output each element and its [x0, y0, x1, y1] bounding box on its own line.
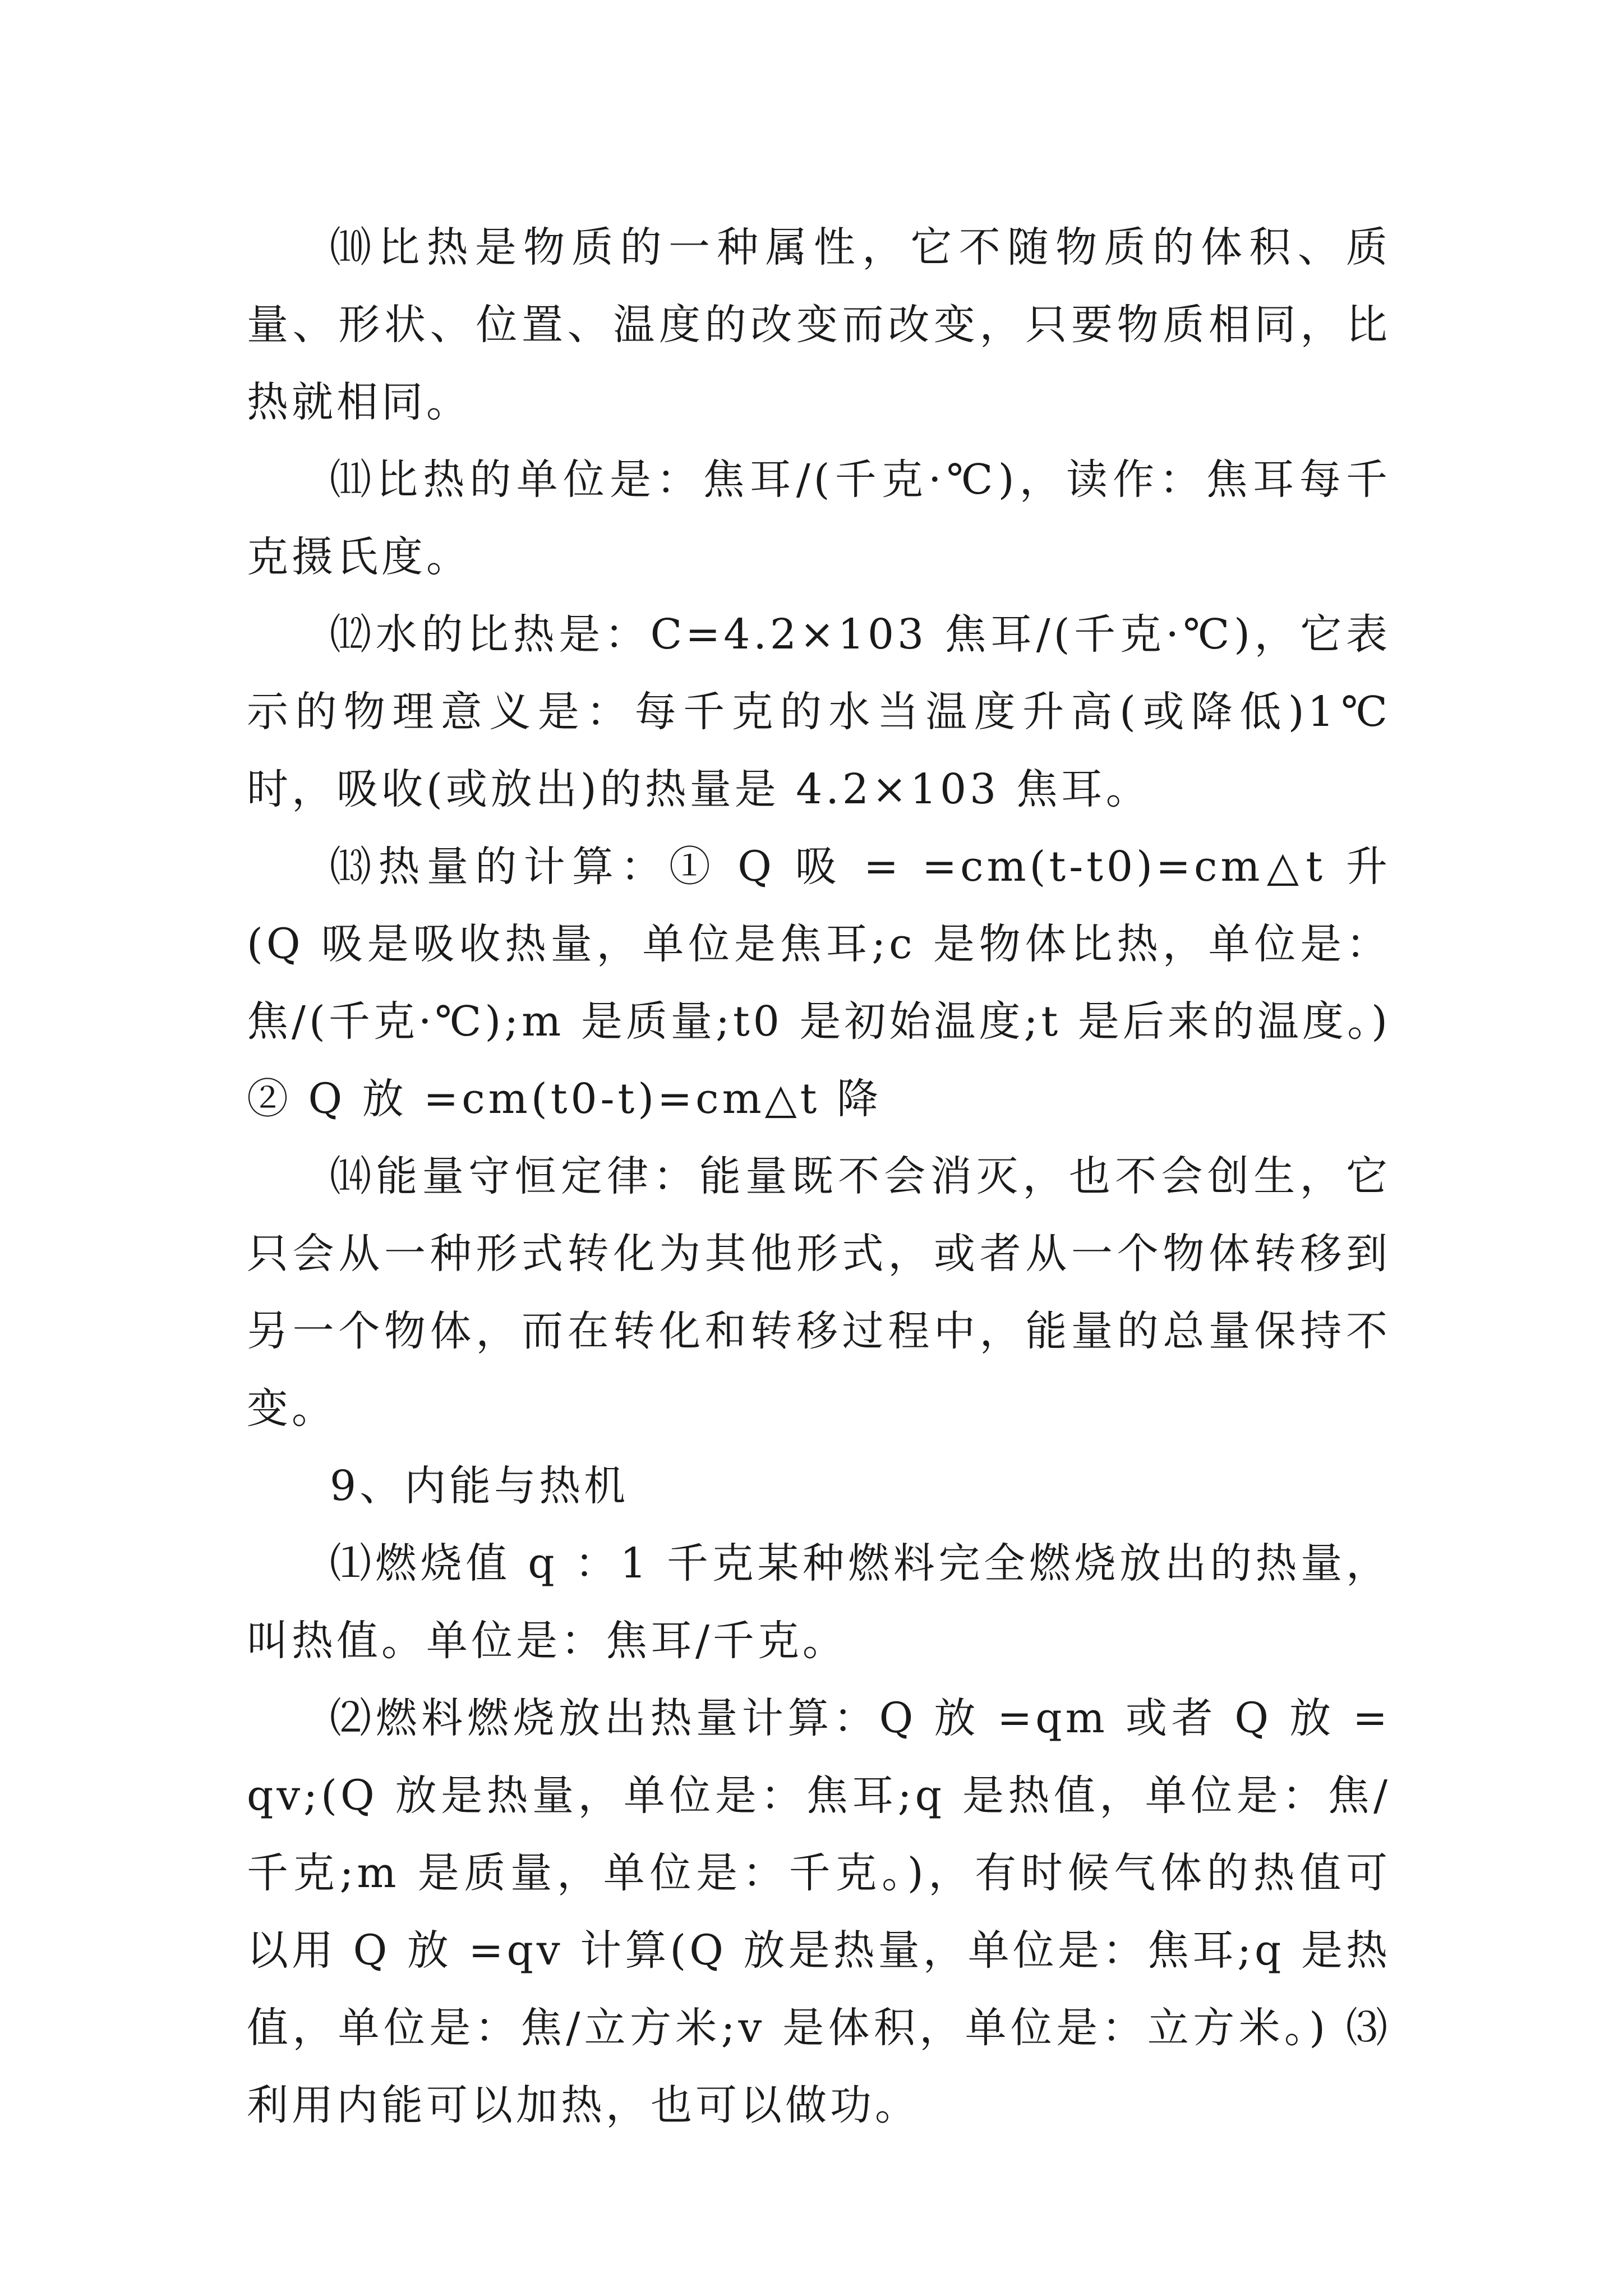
paragraph-calorific-value: ⑴燃烧值 q ：1 千克某种燃料完全燃烧放出的热量，叫热值。单位是：焦耳/千克。 [247, 1539, 1391, 1665]
section-heading-internal-energy: 9、内能与热机 [330, 1462, 629, 1510]
document-body [247, 209, 1391, 2144]
paragraph-energy-conservation: ⒁能量守恒定律：能量既不会消灭，也不会创生，它只会从一种形式转化为其他形式，或者从一个物体转移到另一个物体，而在转化和转移过程中，能量的总量保持不变。 [247, 1152, 1391, 1433]
paragraph-specific-heat-unit: ⑾比热的单位是：焦耳/(千克·℃)，读作：焦耳每千克摄氏度。 [247, 455, 1391, 581]
paragraph-fuel-heat-calculation: ⑵燃料燃烧放出热量计算：Q 放 =qm 或者 Q 放 =qv;(Q 放是热量，单位是：焦耳;q 是热值，单位是：焦/千克;m 是质量，单位是：千克。)，有时候气体的热值可以用 Q 放 =qv 计算(Q 放是热量，单位是：焦耳;q 是热值，单位是：焦/立方米;v 是体积，单位是：立方米。) ⑶利用内能可以加热，也可以做功。 [247, 1694, 1391, 2129]
paragraph-specific-heat-property: ⑽比热是物质的一种属性，它不随物质的体积、质量、形状、位置、温度的改变而改变，只要物质相同，比热就相同。 [247, 223, 1391, 426]
paragraph-heat-calculation: ⒀热量的计算：① Q 吸 = =cm(t-t0)=cm△t 升 (Q 吸是吸收热量，单位是焦耳;c 是物体比热，单位是：焦/(千克·℃);m 是质量;t0 是初始温度;t 是后来的温度。)② Q 放 =cm(t0-t)=cm△t 降 [247, 843, 1391, 1123]
paragraph-water-specific-heat: ⑿水的比热是：C=4.2×103 焦耳/(千克·℃)，它表示的物理意义是：每千克的水当温度升高(或降低)1℃时，吸收(或放出)的热量是 4.2×103 焦耳。 [247, 610, 1391, 813]
